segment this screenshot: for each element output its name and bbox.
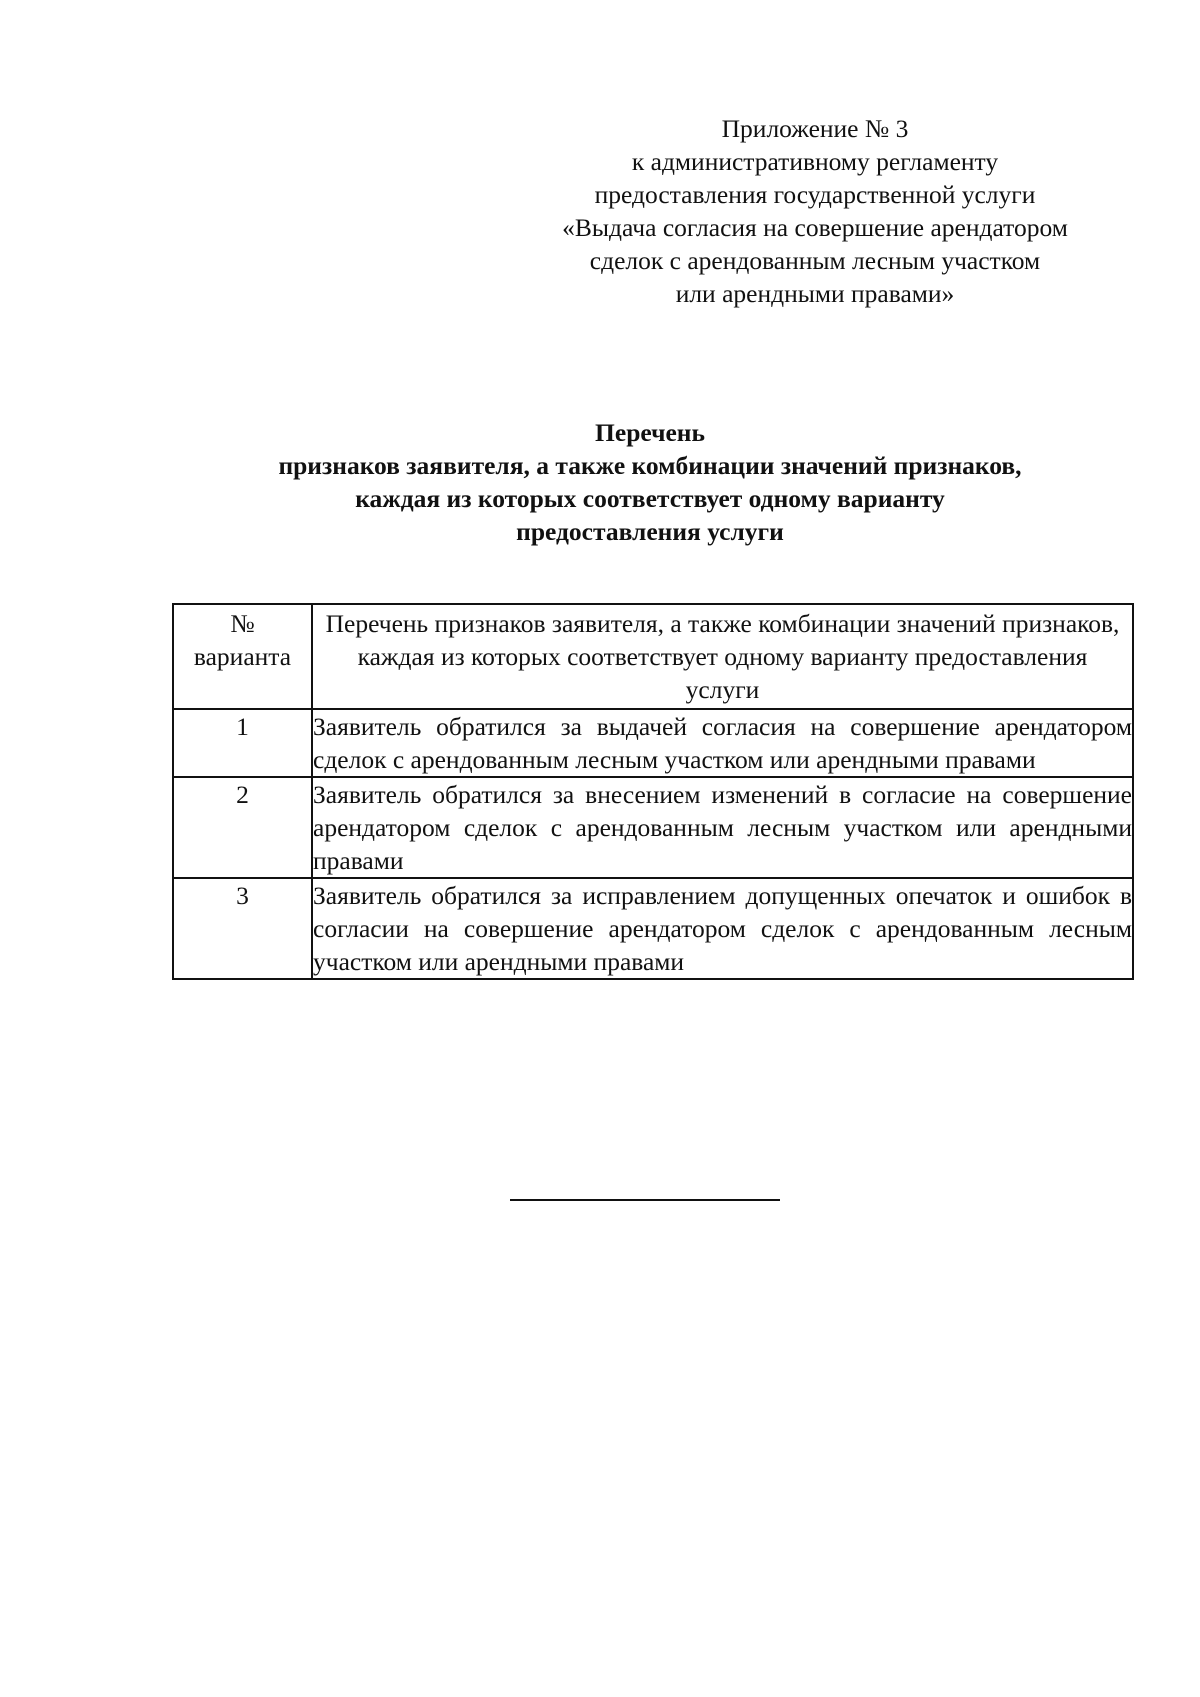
appendix-header <box>505 112 1125 310</box>
end-separator-line <box>510 1199 780 1201</box>
appendix-line: к административному регламенту <box>631 147 999 176</box>
document-title <box>170 416 1130 548</box>
header-number-symbol: № <box>230 609 255 638</box>
variant-description: Заявитель обратился за внесением изменений в согласие на совершение арендатором сделок с арендованным лесным участком или арендными правами <box>312 777 1133 878</box>
appendix-line: сделок с арендованным лесным участком <box>589 246 1041 275</box>
table-header-row <box>173 604 1133 709</box>
table-row <box>173 709 1133 777</box>
header-number-cell <box>173 604 312 709</box>
variant-number: 3 <box>173 878 312 979</box>
title-line: Перечень <box>595 418 705 447</box>
variant-number: 2 <box>173 777 312 878</box>
header-number-label: варианта <box>193 642 292 671</box>
title-line: каждая из которых соответствует одному варианту <box>355 484 945 513</box>
appendix-line: «Выдача согласия на совершение арендатором <box>562 213 1068 242</box>
title-line: признаков заявителя, а также комбинации значений признаков, <box>278 451 1022 480</box>
variants-table <box>172 603 1134 980</box>
appendix-line: или арендными правами» <box>675 279 955 308</box>
appendix-line: предоставления государственной услуги <box>594 180 1036 209</box>
header-description-cell: Перечень признаков заявителя, а также комбинации значений признаков, каждая из которых соответствует одному варианту предоставления услуги <box>312 604 1133 709</box>
table-row <box>173 878 1133 979</box>
variant-description: Заявитель обратился за выдачей согласия на совершение арендатором сделок с арендованным лесным участком или арендными правами <box>312 709 1133 777</box>
table-row <box>173 777 1133 878</box>
appendix-line: Приложение № 3 <box>721 114 909 143</box>
variant-number: 1 <box>173 709 312 777</box>
title-line: предоставления услуги <box>516 517 784 546</box>
variant-description: Заявитель обратился за исправлением допущенных опечаток и ошибок в согласии на совершение арендатором сделок с арендованным лесным участком или арендными правами <box>312 878 1133 979</box>
